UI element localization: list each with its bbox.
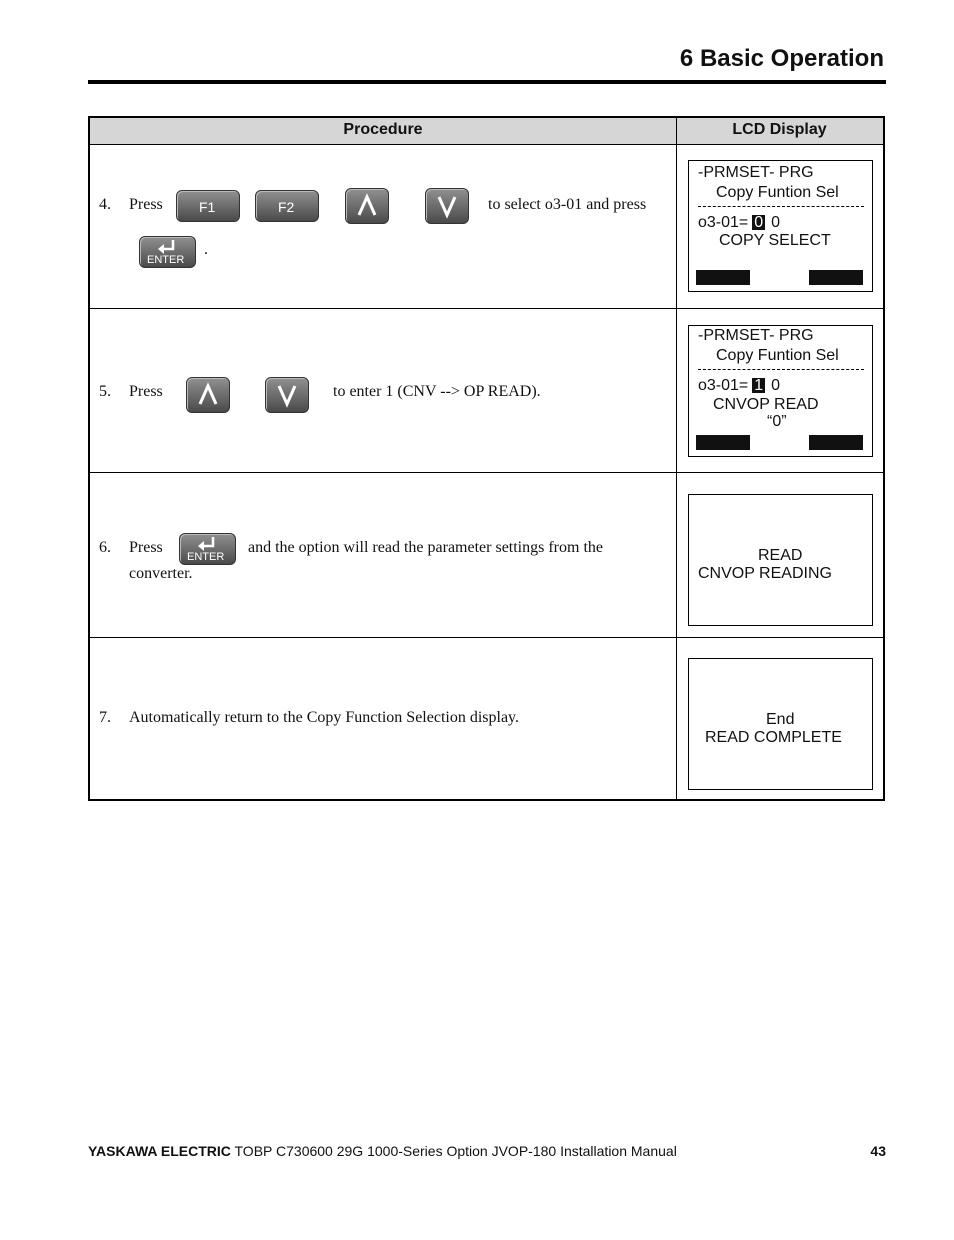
- step-text-line2: converter.: [129, 565, 193, 582]
- down-arrow-key: [425, 188, 469, 224]
- enter-icon: [156, 239, 178, 255]
- lcd-display: [688, 325, 873, 457]
- enter-key: [139, 236, 196, 268]
- page-number: 43: [870, 1143, 886, 1159]
- lcd-line-status: READ: [758, 547, 803, 564]
- lcd-softkey-left: [696, 435, 750, 450]
- lcd-divider: [698, 206, 864, 207]
- enter-key-label: ENTER: [187, 551, 225, 563]
- lcd-value: 0: [771, 214, 781, 231]
- up-arrow-key: [345, 188, 389, 224]
- step-text: Press: [129, 383, 163, 400]
- step-text-continued: and the option will read the parameter settings from the: [248, 539, 603, 556]
- enter-key: [179, 533, 236, 565]
- step-number: 6.: [99, 539, 111, 556]
- lcd-softkey-left: [696, 270, 750, 285]
- step-number: 4.: [99, 196, 111, 213]
- enter-key-label: ENTER: [147, 254, 185, 266]
- up-arrow-icon: [354, 193, 380, 219]
- step-number: 5.: [99, 383, 111, 400]
- step-text: Press: [129, 196, 163, 213]
- lcd-cursor-value: 1: [754, 377, 764, 394]
- lcd-line-status: End: [766, 711, 795, 728]
- down-arrow-key: [265, 377, 309, 413]
- lcd-cursor-value: 0: [754, 214, 764, 231]
- step-row-7: [90, 638, 883, 799]
- up-arrow-key: [186, 377, 230, 413]
- footer-doc-title: TOBP C730600 29G 1000-Series Option JVOP-180 Installation Manual: [230, 1143, 677, 1159]
- step-row-5: [90, 309, 883, 473]
- lcd-display: [688, 494, 873, 626]
- lcd-param-line: [698, 377, 780, 395]
- lcd-param-line: [698, 214, 780, 232]
- table-header: [90, 118, 883, 145]
- step-row-6: [90, 473, 883, 638]
- down-arrow-icon: [434, 193, 460, 219]
- step-text: Press: [129, 539, 163, 556]
- lcd-line-mode: -PRMSET- PRG: [698, 164, 814, 181]
- lcd-divider: [698, 369, 864, 370]
- step-row-4: [90, 144, 883, 309]
- lcd-line-title: Copy Funtion Sel: [716, 184, 839, 201]
- lcd-value: 0: [771, 377, 781, 394]
- lcd-display: [688, 160, 873, 292]
- lcd-line-message: READ COMPLETE: [705, 729, 842, 746]
- lcd-line-message: CNVOP READING: [698, 565, 832, 582]
- procedure-column-header: Procedure: [343, 121, 423, 138]
- step-period: .: [204, 241, 208, 258]
- step-number: 7.: [99, 709, 111, 726]
- enter-icon: [196, 536, 218, 552]
- up-arrow-icon: [195, 382, 221, 408]
- lcd-sub: “0”: [767, 413, 787, 430]
- lcd-softkey-right: [809, 435, 863, 450]
- lcd-line-mode: -PRMSET- PRG: [698, 327, 814, 344]
- lcd-line-title: Copy Funtion Sel: [716, 347, 839, 364]
- procedure-table: [88, 116, 885, 801]
- page-header: [88, 42, 886, 84]
- lcd-desc: CNVOP READ: [713, 396, 819, 413]
- lcd-softkey-right: [809, 270, 863, 285]
- footer-brand: YASKAWA ELECTRIC: [88, 1143, 231, 1159]
- step-text: Automatically return to the Copy Function Selection display.: [129, 709, 520, 726]
- f2-key: [255, 190, 319, 222]
- lcd-param: o3-01=: [698, 377, 749, 394]
- section-title: 6 Basic Operation: [679, 45, 884, 72]
- f1-key-label: F1: [199, 199, 216, 215]
- page-footer: [88, 1143, 886, 1159]
- down-arrow-icon: [274, 382, 300, 408]
- lcd-display: [688, 658, 873, 790]
- lcd-param: o3-01=: [698, 214, 749, 231]
- lcd-column-header: LCD Display: [732, 121, 827, 138]
- f2-key-label: F2: [278, 199, 295, 215]
- step-text-continued: to enter 1 (CNV --> OP READ).: [333, 383, 541, 400]
- step-text-continued: to select o3-01 and press: [488, 196, 647, 213]
- lcd-desc: COPY SELECT: [719, 232, 831, 249]
- f1-key: [176, 190, 240, 222]
